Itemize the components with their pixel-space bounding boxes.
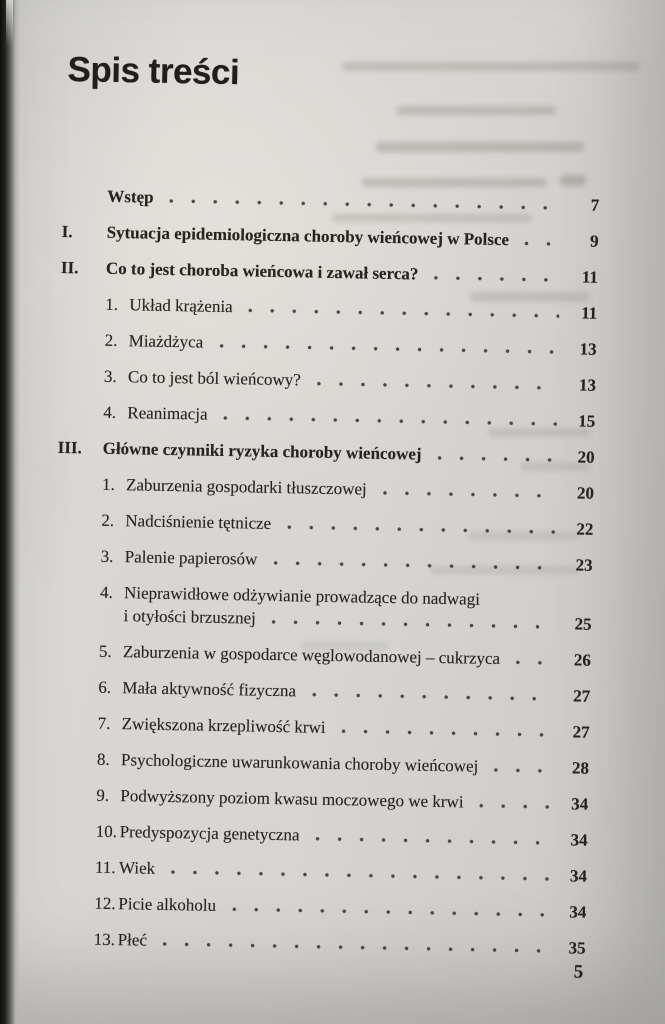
toc-page-number: 34 [570, 830, 588, 850]
toc-page-number: 26 [573, 650, 592, 670]
toc-roman-numeral [55, 580, 100, 581]
dot-leader [494, 764, 551, 776]
toc-roman-numeral [60, 328, 105, 329]
toc-entry-label: Wstęp [107, 186, 154, 207]
toc-item-number: 8. [96, 749, 110, 769]
toc-page-number: 34 [569, 902, 587, 922]
toc-roman-numeral [50, 855, 95, 856]
toc-entry-body [118, 892, 586, 924]
toc-entry-body [106, 257, 598, 289]
toc-entry-body [107, 185, 599, 217]
toc-row [57, 472, 594, 505]
dot-leader [272, 616, 554, 632]
toc-entry-label: Wiek [118, 858, 156, 878]
toc-entry-label: Reanimacja [127, 403, 208, 424]
toc-entry-body [120, 784, 588, 816]
toc-row [49, 927, 586, 960]
toc-entry-body [126, 473, 594, 505]
dot-leader [383, 487, 556, 501]
toc-entry-label: Picie alkoholu [118, 894, 217, 915]
toc-entry-body [125, 509, 593, 541]
dot-leader [287, 521, 555, 537]
toc-item-number: 2. [104, 330, 118, 351]
dot-leader [223, 412, 557, 429]
toc-entry-line [121, 712, 589, 744]
toc-roman-numeral [52, 783, 97, 784]
toc-entry-body [121, 748, 589, 780]
toc-entry-line [107, 185, 599, 217]
toc-entry-line [121, 748, 589, 780]
toc-entry-body [125, 545, 593, 577]
toc-entry-body [128, 365, 596, 397]
toc-entry-line [102, 437, 594, 469]
toc-row [54, 580, 592, 636]
toc-page-number: 15 [578, 411, 596, 431]
toc-page-number: 11 [581, 267, 599, 287]
toc-entry-label: Co to jest ból wieńcowy? [127, 367, 301, 390]
toc-page-number: 20 [577, 447, 595, 467]
dot-leader [273, 557, 554, 573]
toc-page-number: 27 [573, 686, 591, 706]
toc-entry-line [122, 676, 590, 708]
toc-entry-label: Układ krążenia [129, 295, 233, 317]
toc-entry-body [123, 640, 591, 672]
toc-page-number: 20 [576, 483, 595, 503]
dot-leader [341, 725, 551, 740]
toc-entry-label: Nadciśnienie tętnicze [125, 511, 272, 533]
toc-entry-line [128, 329, 596, 361]
toc-entry-body [119, 856, 587, 888]
toc-roman-numeral [56, 544, 101, 545]
toc-roman-numeral: I. [61, 221, 73, 242]
toc-item-number: 7. [97, 713, 111, 733]
toc-page-number: 13 [578, 375, 597, 395]
dot-leader [171, 866, 549, 884]
toc-entry-line [125, 509, 593, 541]
toc-row [56, 544, 593, 577]
dot-leader [516, 656, 553, 668]
toc-item-number: 6. [98, 677, 112, 697]
toc-page-number: 13 [579, 339, 597, 359]
toc-entry-line [117, 928, 585, 960]
toc-row [61, 256, 598, 289]
toc-row [58, 400, 595, 433]
toc-entry-label: Zaburzenia gospodarki tłuszczowej [125, 475, 367, 499]
toc-item-number: 4. [99, 582, 113, 602]
toc-entry-line [125, 545, 593, 577]
dot-leader [434, 272, 560, 285]
page-title: Spis treści [67, 50, 240, 93]
toc-entry-body [106, 221, 598, 253]
toc-entry-label-continued: i otyłości brzusznej [123, 606, 256, 628]
toc-row [59, 364, 596, 397]
toc-page-number: 23 [575, 555, 593, 575]
toc-item-number: 4. [103, 402, 117, 422]
toc-item-number: 13. [93, 929, 116, 950]
toc-item-number: 12. [94, 893, 116, 914]
toc-item-number: 9. [96, 785, 110, 805]
toc-roman-numeral: III. [57, 437, 82, 458]
toc-item-number: 3. [100, 546, 114, 566]
dot-leader [312, 689, 552, 704]
toc-roman-numeral [50, 891, 95, 892]
toc-item-number: 10. [95, 821, 118, 842]
toc-row [50, 855, 587, 888]
toc-row [52, 711, 589, 744]
toc-page-number: 11 [581, 303, 598, 323]
dot-leader [317, 378, 558, 393]
toc-roman-numeral [59, 364, 104, 365]
toc-entry-line [118, 892, 586, 924]
toc-entry-label: Zaburzenia w gospodarce węglowodanowej – cukrzyca [122, 642, 501, 669]
toc-entry-label: Płeć [117, 930, 148, 950]
dot-leader [437, 452, 556, 465]
toc-row [58, 436, 595, 469]
dot-leader [232, 903, 548, 920]
toc-entry-line [123, 640, 591, 672]
toc-roman-numeral: II. [60, 257, 79, 278]
toc-row [49, 891, 586, 924]
toc-page-number: 34 [571, 794, 589, 814]
dot-leader [163, 938, 548, 956]
toc-entry-line [128, 365, 596, 397]
toc-page-number: 27 [572, 722, 590, 742]
toc-entry-label: Sytuacja epidemiologiczna choroby wieńcowej w Polsce [106, 222, 510, 250]
toc-roman-numeral [53, 711, 98, 712]
toc-entry-body [128, 329, 596, 361]
toc-entry-body [122, 676, 590, 708]
toc-entry-body [129, 293, 597, 325]
toc-roman-numeral [49, 927, 94, 928]
toc-entry-line [120, 784, 588, 816]
toc-page-number: 7 [590, 195, 600, 215]
toc-page-number: 28 [571, 758, 590, 778]
toc-list [49, 184, 600, 960]
toc-entry-line [119, 820, 587, 852]
toc-page-number: 35 [568, 938, 586, 958]
toc-row [56, 508, 593, 541]
dot-leader [219, 340, 559, 357]
toc-entry-label: Podwyższony poziom kwasu moczowego we krwi [120, 786, 464, 812]
toc-row [51, 783, 588, 816]
toc-entry-label: Główne czynniki ryzyka choroby wieńcowej [102, 438, 422, 464]
toc-page-number: 25 [574, 614, 592, 634]
toc-entry-label: Psychologiczne uwarunkowania choroby wieńcowej [120, 750, 479, 776]
toc-roman-numeral [51, 819, 96, 820]
toc-entry-label: Predyspozycja genetyczna [119, 822, 300, 845]
toc-row [62, 184, 599, 217]
toc-entry-label: Zwiększona krzepliwość krwi [121, 714, 326, 737]
toc-entry-body [102, 437, 594, 469]
toc-row [53, 675, 590, 708]
folio-page-number: 5 [573, 961, 584, 983]
toc-roman-numeral [54, 675, 99, 676]
toc-page-number: 22 [576, 519, 594, 539]
toc-item-number: 3. [103, 366, 117, 387]
toc-row [54, 639, 591, 672]
toc-entry-line [106, 221, 598, 253]
toc-entry-body [127, 401, 595, 433]
dot-leader [249, 304, 560, 321]
toc-page-number: 34 [569, 866, 588, 886]
toc-entry-label: Co to jest choroba wieńcowa i zawał serca? [105, 258, 419, 284]
dot-leader [525, 237, 561, 249]
toc-entry-label: Nieprawidłowe odżywianie prowadzące do nadwagi [123, 583, 481, 609]
toc-item-number: 2. [101, 510, 115, 530]
dot-leader [315, 833, 549, 848]
toc-roman-numeral [57, 472, 102, 473]
toc-page-number: 9 [589, 231, 599, 251]
toc-entry-line [129, 293, 597, 325]
toc-entry-body [119, 820, 587, 852]
dot-leader [169, 195, 561, 213]
page-edge-highlight [6, 0, 13, 46]
toc-roman-numeral [57, 508, 102, 509]
toc-entry-line [119, 856, 587, 888]
toc-item-number: 11. [94, 857, 116, 878]
toc-row [59, 328, 596, 361]
toc-entry-label: Mała aktywność fizyczna [122, 678, 297, 701]
toc-entry-label: Palenie papierosów [124, 547, 258, 569]
toc-entry-label: Miażdżyca [128, 331, 204, 352]
toc-roman-numeral [59, 400, 104, 401]
toc-entry-line [126, 473, 594, 505]
toc-row [50, 819, 587, 852]
toc-roman-numeral [54, 639, 99, 640]
toc-entry-line [106, 257, 598, 289]
toc-entry-body [117, 928, 585, 960]
toc-row [61, 220, 598, 253]
toc-roman-numeral [52, 747, 97, 748]
dot-leader [479, 800, 550, 812]
toc-roman-numeral [63, 184, 108, 185]
page-content [47, 50, 602, 1024]
toc-entry-line [127, 401, 595, 433]
toc-item-number: 5. [98, 641, 112, 661]
toc-entry-body [123, 581, 592, 636]
toc-row [60, 292, 597, 325]
toc-item-number: 1. [101, 474, 115, 494]
toc-entry-body [121, 712, 589, 744]
toc-row [52, 747, 589, 780]
toc-roman-numeral [61, 292, 106, 293]
binding-edge [0, 0, 20, 1024]
toc-item-number: 1. [105, 294, 119, 315]
